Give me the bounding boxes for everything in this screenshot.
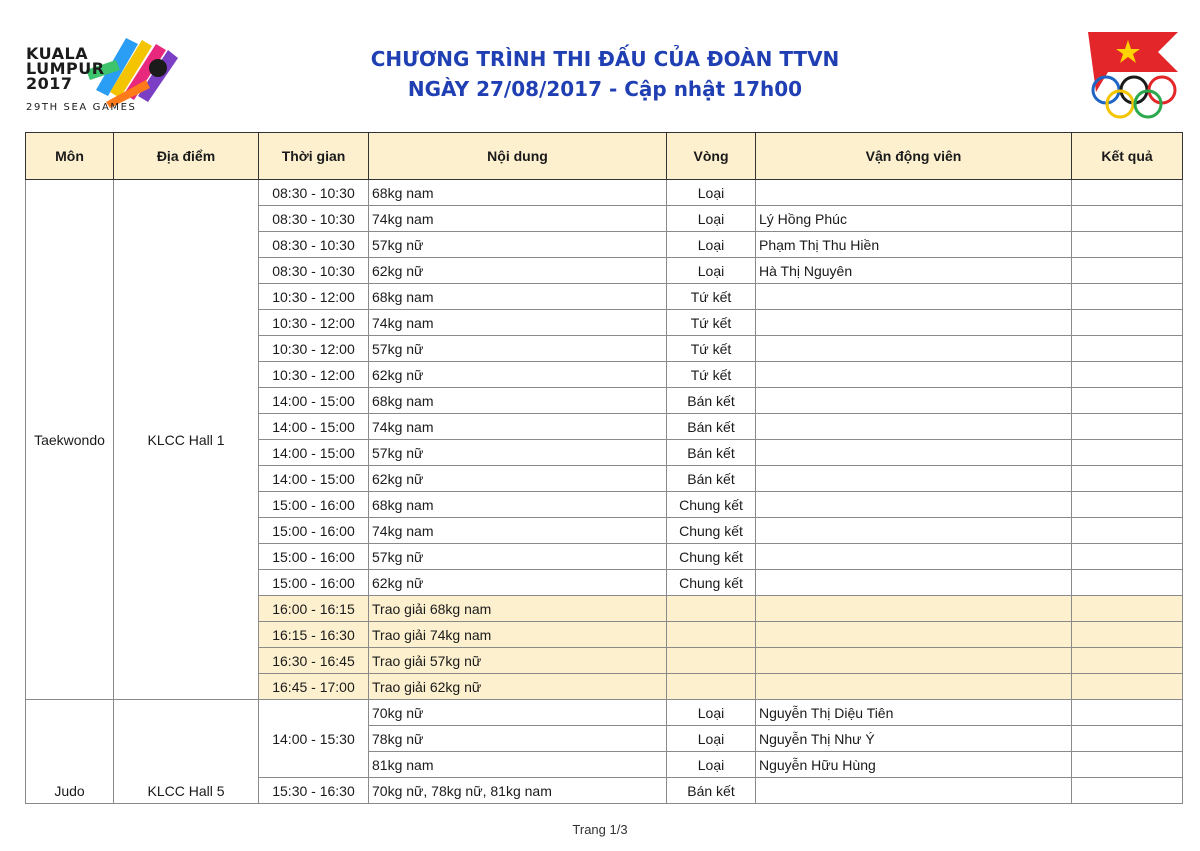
result-cell [1072, 674, 1183, 700]
athlete-cell [756, 622, 1072, 648]
sport-cell: Taekwondo [26, 180, 114, 700]
result-cell [1072, 700, 1183, 726]
time-cell: 10:30 - 12:00 [259, 336, 369, 362]
result-cell [1072, 466, 1183, 492]
event-cell: 74kg nam [369, 310, 667, 336]
event-cell: Trao giải 57kg nữ [369, 648, 667, 674]
event-cell: 62kg nữ [369, 466, 667, 492]
col-header-result: Kết quả [1072, 133, 1183, 180]
athlete-cell [756, 362, 1072, 388]
event-cell: 70kg nữ [369, 700, 667, 726]
result-cell [1072, 518, 1183, 544]
event-cell: 57kg nữ [369, 544, 667, 570]
round-cell: Loại [667, 180, 756, 206]
event-cell: 68kg nam [369, 388, 667, 414]
vietnam-olympic-logo [1086, 30, 1182, 120]
event-cell: 57kg nữ [369, 336, 667, 362]
result-cell [1072, 648, 1183, 674]
event-cell: 68kg nam [369, 180, 667, 206]
page-number: Trang 1/3 [572, 822, 628, 837]
result-cell [1072, 388, 1183, 414]
round-cell: Loại [667, 726, 756, 752]
event-cell: 74kg nam [369, 518, 667, 544]
result-cell [1072, 596, 1183, 622]
athlete-cell [756, 674, 1072, 700]
round-cell: Bán kết [667, 778, 756, 804]
time-cell: 14:00 - 15:30 [259, 700, 369, 778]
round-cell [667, 674, 756, 700]
athlete-cell [756, 180, 1072, 206]
logo-line-year: 2017 [26, 74, 73, 93]
table-row [26, 700, 1183, 726]
result-cell [1072, 570, 1183, 596]
athlete-cell [756, 440, 1072, 466]
page-title: CHƯƠNG TRÌNH THI ĐẤU CỦA ĐOÀN TTVN [370, 47, 840, 71]
time-cell: 08:30 - 10:30 [259, 206, 369, 232]
round-cell [667, 648, 756, 674]
result-cell [1072, 310, 1183, 336]
athlete-cell: Phạm Thị Thu Hiền [756, 232, 1072, 258]
round-cell: Bán kết [667, 414, 756, 440]
athlete-cell: Nguyễn Thị Như Ý [756, 726, 1072, 752]
round-cell: Tứ kết [667, 310, 756, 336]
round-cell: Tứ kết [667, 336, 756, 362]
col-header-round: Vòng [667, 133, 756, 180]
result-cell [1072, 414, 1183, 440]
table-header-row [26, 133, 1183, 180]
event-cell: 57kg nữ [369, 232, 667, 258]
time-cell: 10:30 - 12:00 [259, 362, 369, 388]
time-cell: 16:00 - 16:15 [259, 596, 369, 622]
event-cell: 57kg nữ [369, 440, 667, 466]
round-cell: Bán kết [667, 440, 756, 466]
round-cell: Loại [667, 258, 756, 284]
event-cell: 81kg nam [369, 752, 667, 778]
round-cell: Loại [667, 700, 756, 726]
time-cell: 14:00 - 15:00 [259, 440, 369, 466]
time-cell: 14:00 - 15:00 [259, 388, 369, 414]
round-cell [667, 596, 756, 622]
result-cell [1072, 258, 1183, 284]
time-cell: 10:30 - 12:00 [259, 284, 369, 310]
time-cell: 16:15 - 16:30 [259, 622, 369, 648]
round-cell: Loại [667, 232, 756, 258]
venue-cell: KLCC Hall 1 [114, 180, 259, 700]
athlete-cell: Nguyễn Hữu Hùng [756, 752, 1072, 778]
time-cell: 16:45 - 17:00 [259, 674, 369, 700]
athlete-cell: Lý Hồng Phúc [756, 206, 1072, 232]
result-cell [1072, 726, 1183, 752]
kuala-lumpur-2017-logo [22, 28, 182, 120]
col-header-time: Thời gian [259, 133, 369, 180]
round-cell: Bán kết [667, 388, 756, 414]
event-cell: 62kg nữ [369, 258, 667, 284]
table-row [26, 180, 1183, 206]
event-cell: 68kg nam [369, 284, 667, 310]
time-cell: 15:00 - 16:00 [259, 492, 369, 518]
athlete-cell [756, 414, 1072, 440]
event-cell: 62kg nữ [369, 570, 667, 596]
col-header-event: Nội dung [369, 133, 667, 180]
athlete-cell [756, 544, 1072, 570]
round-cell: Loại [667, 206, 756, 232]
athlete-cell: Nguyễn Thị Diệu Tiên [756, 700, 1072, 726]
time-cell: 08:30 - 10:30 [259, 180, 369, 206]
time-cell: 08:30 - 10:30 [259, 232, 369, 258]
result-cell [1072, 206, 1183, 232]
athlete-cell [756, 596, 1072, 622]
athlete-cell [756, 648, 1072, 674]
time-cell: 15:30 - 16:30 [259, 778, 369, 804]
event-cell: 78kg nữ [369, 726, 667, 752]
round-cell: Chung kết [667, 570, 756, 596]
event-cell: 70kg nữ, 78kg nữ, 81kg nam [369, 778, 667, 804]
result-cell [1072, 284, 1183, 310]
athlete-cell [756, 518, 1072, 544]
flag-icon [1088, 32, 1178, 92]
time-cell: 14:00 - 15:00 [259, 414, 369, 440]
result-cell [1072, 544, 1183, 570]
athlete-cell [756, 284, 1072, 310]
page-subtitle: NGÀY 27/08/2017 - Cập nhật 17h00 [407, 77, 803, 101]
sport-cell: Judo [26, 700, 114, 804]
result-cell [1072, 752, 1183, 778]
athlete-cell [756, 778, 1072, 804]
event-cell: 68kg nam [369, 492, 667, 518]
result-cell [1072, 336, 1183, 362]
time-cell: 08:30 - 10:30 [259, 258, 369, 284]
athlete-cell [756, 492, 1072, 518]
logo-subtitle: 29TH SEA GAMES [26, 102, 137, 113]
athlete-cell [756, 466, 1072, 492]
col-header-athlete: Vận động viên [756, 133, 1072, 180]
venue-cell: KLCC Hall 5 [114, 700, 259, 804]
athlete-cell [756, 310, 1072, 336]
round-cell: Tứ kết [667, 362, 756, 388]
schedule-table [25, 132, 1183, 804]
time-cell: 15:00 - 16:00 [259, 570, 369, 596]
athlete-cell [756, 570, 1072, 596]
round-cell: Chung kết [667, 492, 756, 518]
round-cell: Bán kết [667, 466, 756, 492]
round-cell: Tứ kết [667, 284, 756, 310]
athlete-cell [756, 388, 1072, 414]
olympic-rings-icon [1093, 77, 1175, 117]
round-cell: Chung kết [667, 518, 756, 544]
result-cell [1072, 622, 1183, 648]
event-cell: Trao giải 74kg nam [369, 622, 667, 648]
event-cell: Trao giải 68kg nam [369, 596, 667, 622]
athlete-cell [756, 336, 1072, 362]
time-cell: 16:30 - 16:45 [259, 648, 369, 674]
logo-line-kuala: KUALA [26, 44, 89, 63]
time-cell: 10:30 - 12:00 [259, 310, 369, 336]
round-cell [667, 622, 756, 648]
result-cell [1072, 778, 1183, 804]
result-cell [1072, 492, 1183, 518]
result-cell [1072, 180, 1183, 206]
result-cell [1072, 232, 1183, 258]
time-cell: 15:00 - 16:00 [259, 544, 369, 570]
col-header-sport: Môn [26, 133, 114, 180]
time-cell: 15:00 - 16:00 [259, 518, 369, 544]
result-cell [1072, 362, 1183, 388]
round-cell: Loại [667, 752, 756, 778]
event-cell: 74kg nam [369, 414, 667, 440]
round-cell: Chung kết [667, 544, 756, 570]
event-cell: 62kg nữ [369, 362, 667, 388]
event-cell: 74kg nam [369, 206, 667, 232]
time-cell: 14:00 - 15:00 [259, 466, 369, 492]
result-cell [1072, 440, 1183, 466]
logo-line-lumpur: LUMPUR [26, 59, 105, 78]
athlete-cell: Hà Thị Nguyên [756, 258, 1072, 284]
col-header-venue: Địa điểm [114, 133, 259, 180]
event-cell: Trao giải 62kg nữ [369, 674, 667, 700]
